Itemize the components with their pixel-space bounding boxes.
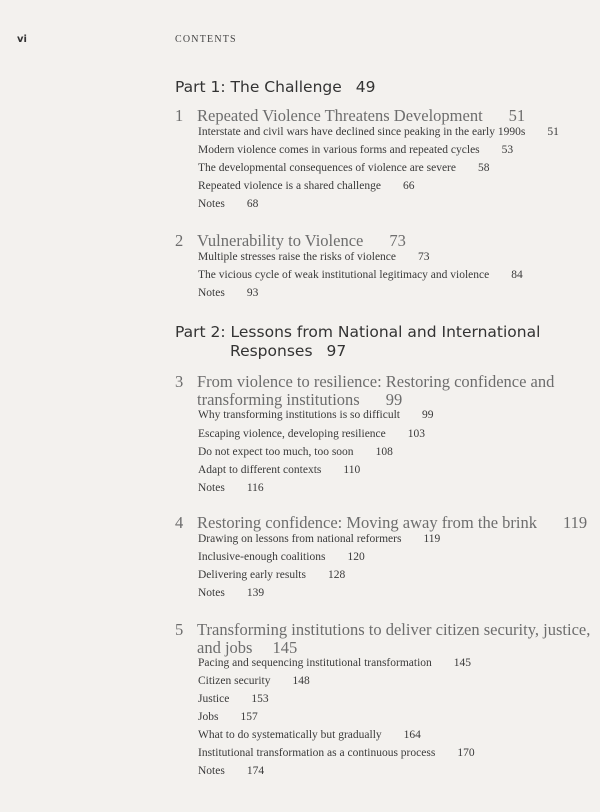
part-page: 49: [355, 78, 376, 96]
chapter-5-heading[interactable]: [175, 621, 590, 657]
entry-page: 73: [418, 251, 430, 263]
toc-entry[interactable]: [198, 569, 345, 581]
entry-page: 108: [375, 446, 393, 458]
toc-entry[interactable]: [198, 482, 264, 494]
chapter-title: Vulnerability to Violence: [197, 231, 364, 250]
chapter-1-heading[interactable]: [175, 107, 525, 125]
toc-entry[interactable]: [198, 126, 559, 138]
entry-page: 170: [457, 747, 475, 759]
chapter-number: 2: [175, 231, 184, 250]
entry-label: Notes: [198, 287, 225, 299]
toc-entry[interactable]: [198, 765, 264, 777]
entry-label: Interstate and civil wars have declined since peaking in the early 1990s: [198, 126, 526, 138]
toc-entry[interactable]: [198, 551, 365, 563]
chapter-page: 51: [508, 106, 526, 125]
toc-entry[interactable]: [198, 747, 475, 759]
chapter-title: Repeated Violence Threatens Development: [197, 106, 483, 125]
toc-entry[interactable]: [198, 409, 434, 421]
entry-label: Jobs: [198, 711, 219, 723]
part-title: Part 1: The Challenge: [175, 78, 342, 96]
entry-label: Escaping violence, developing resilience: [198, 428, 386, 440]
entry-page: 58: [478, 162, 490, 174]
entry-label: Modern violence comes in various forms and repeated cycles: [198, 144, 480, 156]
toc-entry[interactable]: [198, 711, 258, 723]
entry-label: Multiple stresses raise the risks of violence: [198, 251, 397, 263]
part-page: 97: [326, 342, 347, 360]
entry-label: Pacing and sequencing institutional transformation: [198, 657, 432, 669]
entry-page: 153: [251, 693, 269, 705]
entry-label: Notes: [198, 587, 225, 599]
entry-label: What to do systematically but gradually: [198, 729, 382, 741]
entry-label: Do not expect too much, too soon: [198, 446, 354, 458]
chapter-2-heading[interactable]: [175, 232, 406, 250]
entry-page: 53: [501, 144, 514, 156]
chapter-4-heading[interactable]: [175, 514, 587, 532]
entry-label: Notes: [198, 198, 225, 210]
entry-label: Justice: [198, 693, 230, 705]
entry-label: Adapt to different contexts: [198, 464, 322, 476]
entry-label: Delivering early results: [198, 569, 306, 581]
entry-page: 174: [246, 765, 265, 777]
part-1-heading[interactable]: [175, 78, 376, 97]
toc-entry[interactable]: [198, 464, 360, 476]
part-title-line-1: Part 2: Lessons from National and International: [175, 323, 541, 341]
entry-page: 68: [246, 198, 259, 210]
toc-entry[interactable]: [198, 533, 440, 545]
chapter-page: 119: [563, 513, 588, 532]
entry-label: Repeated violence is a shared challenge: [198, 180, 381, 192]
chapter-title-line-2: transforming institutions: [197, 390, 360, 409]
chapter-3-heading[interactable]: [175, 373, 554, 409]
chapter-number: 4: [175, 513, 184, 532]
running-head: CONTENTS: [175, 34, 237, 45]
chapter-page: 145: [272, 638, 298, 657]
entry-label: Notes: [198, 765, 225, 777]
entry-label: Why transforming institutions is so difficult: [198, 409, 400, 421]
toc-entry[interactable]: [198, 693, 269, 705]
entry-label: Institutional transformation as a continuous process: [198, 747, 436, 759]
entry-label: Citizen security: [198, 675, 271, 687]
toc-entry[interactable]: [198, 675, 310, 687]
entry-page: 66: [402, 180, 415, 192]
entry-page: 99: [422, 409, 434, 421]
entry-label: The developmental consequences of violence are severe: [198, 162, 456, 174]
entry-page: 110: [343, 464, 361, 476]
entry-page: 145: [453, 657, 472, 669]
toc-entry[interactable]: [198, 251, 430, 263]
chapter-page: 99: [385, 390, 403, 409]
toc-entry[interactable]: [198, 729, 421, 741]
entry-page: 139: [246, 587, 265, 599]
toc-entry[interactable]: [198, 162, 490, 174]
chapter-number: 1: [175, 106, 184, 125]
entry-label: Notes: [198, 482, 225, 494]
page-number: vi: [17, 34, 27, 45]
toc-entry[interactable]: [198, 198, 258, 210]
toc-entry[interactable]: [198, 446, 393, 458]
entry-page: 51: [547, 126, 559, 138]
toc-entry[interactable]: [198, 287, 258, 299]
chapter-page: 73: [389, 231, 406, 250]
entry-page: 116: [246, 482, 264, 494]
toc-entry[interactable]: [198, 587, 264, 599]
entry-page: 128: [327, 569, 346, 581]
toc-entry[interactable]: [198, 657, 471, 669]
toc-entry[interactable]: [198, 269, 523, 281]
part-2-heading[interactable]: [175, 323, 540, 361]
entry-page: 164: [403, 729, 421, 741]
toc-entry[interactable]: [198, 144, 513, 156]
part-title-line-2: Responses: [230, 342, 313, 360]
entry-page: 119: [423, 533, 441, 545]
toc-entry[interactable]: [198, 428, 425, 440]
chapter-title: Restoring confidence: Moving away from the brink: [197, 513, 537, 532]
entry-page: 103: [407, 428, 426, 440]
chapter-number: 5: [175, 620, 184, 639]
entry-page: 157: [240, 711, 258, 723]
entry-page: 84: [511, 269, 523, 281]
entry-label: Drawing on lessons from national reformers: [198, 533, 402, 545]
entry-page: 120: [347, 551, 365, 563]
chapter-title-line-1: Transforming institutions to deliver citizen security, justice,: [197, 620, 591, 639]
toc-entry[interactable]: [198, 180, 414, 192]
entry-label: Inclusive-enough coalitions: [198, 551, 326, 563]
chapter-number: 3: [175, 372, 184, 391]
chapter-title-line-1: From violence to resilience: Restoring confidence and: [197, 372, 555, 391]
chapter-title-line-2: and jobs: [197, 638, 253, 657]
entry-page: 93: [246, 287, 259, 299]
entry-page: 148: [292, 675, 310, 687]
entry-label: The vicious cycle of weak institutional legitimacy and violence: [198, 269, 490, 281]
